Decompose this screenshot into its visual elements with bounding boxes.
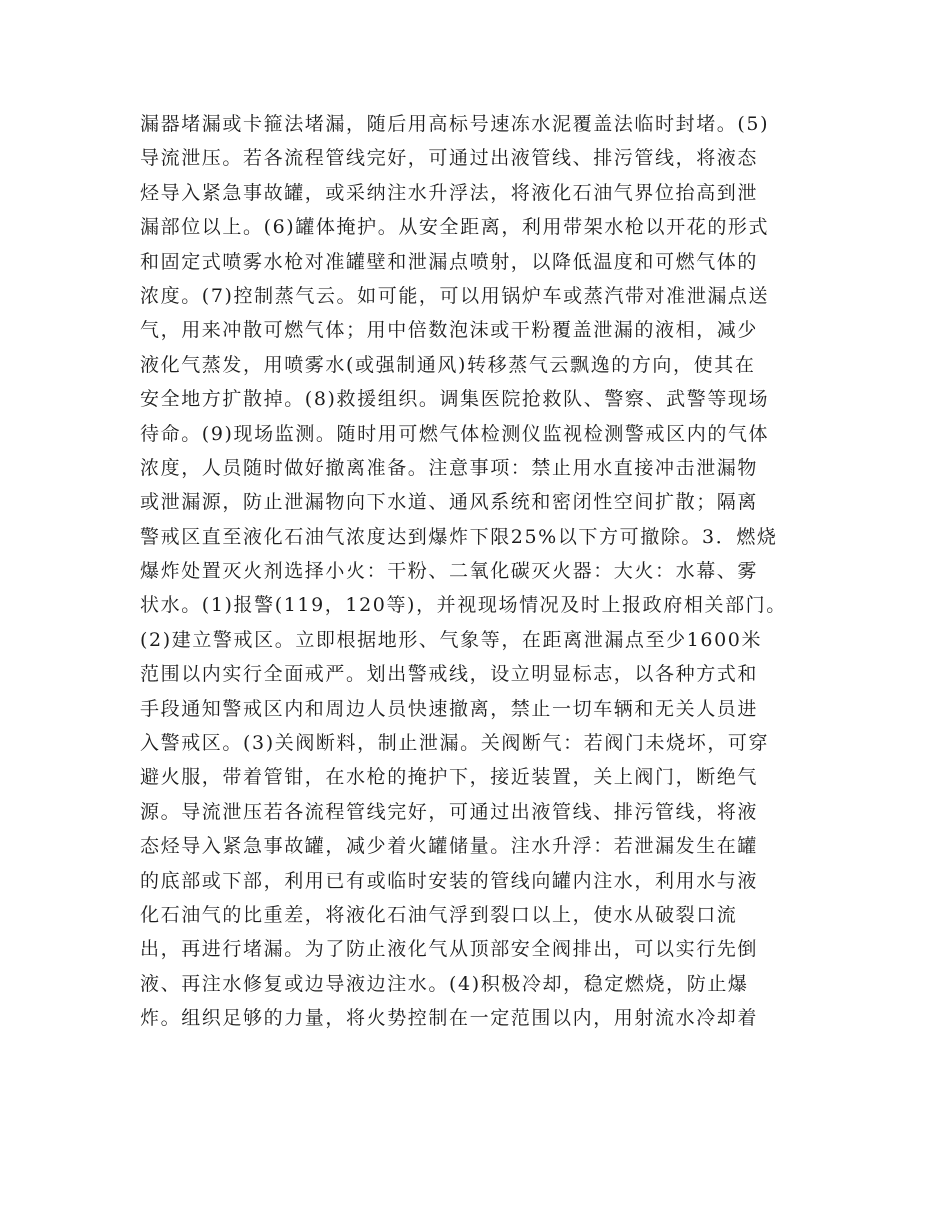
text-line-23: 的底部或下部，利用已有或临时安装的管线向罐内注水，利用水与液 xyxy=(140,869,759,892)
text-line-26: 液、再注水修复或边导液边注水。(4)积极冷却，稳定燃烧，防止爆 xyxy=(140,972,749,995)
text-line-20: 避火服，带着管钳，在水枪的掩护下，接近装置，关上阀门，断绝气 xyxy=(140,766,759,789)
text-line-7: 气，用来冲散可燃气体；用中倍数泡沫或干粉覆盖泄漏的液相，减少 xyxy=(140,319,759,342)
text-line-1: 漏器堵漏或卡箍法堵漏，随后用高标号速冻水泥覆盖法临时封堵。(5) xyxy=(140,113,770,135)
text-line-4: 漏部位以上。(6)罐体掩护。从安全距离，利用带架水枪以开花的形式 xyxy=(140,216,770,239)
text-line-9: 安全地方扩散掉。(8)救援组织。调集医院抢救队、警察、武警等现场 xyxy=(140,388,770,411)
text-line-12: 或泄漏源，防止泄漏物向下水道、通风系统和密闭性空间扩散；隔离 xyxy=(140,491,759,514)
text-line-11: 浓度，人员随时做好撤离准备。注意事项：禁止用水直接冲击泄漏物 xyxy=(140,456,759,479)
text-line-25: 出，再进行堵漏。为了防止液化气从顶部安全阀排出，可以实行先倒 xyxy=(140,938,759,961)
text-line-13: 警戒区直至液化石油气浓度达到爆炸下限25%以下方可撤除。3．燃烧 xyxy=(140,525,778,548)
text-line-3: 烃导入紧急事故罐，或采纳注水升浮法，将液化石油气界位抬高到泄 xyxy=(140,181,759,204)
text-line-17: 范围以内实行全面戒严。划出警戒线，设立明显标志，以各种方式和 xyxy=(140,663,759,686)
text-line-5: 和固定式喷雾水枪对准罐壁和泄漏点喷射，以降低温度和可燃气体的 xyxy=(140,250,759,273)
text-line-16: (2)建立警戒区。立即根据地形、气象等，在距离泄漏点至少1600米 xyxy=(140,628,763,651)
text-line-27: 炸。组织足够的力量，将火势控制在一定范围以内，用射流水冷却着 xyxy=(140,1007,759,1030)
text-line-14: 爆炸处置灭火剂选择小火：干粉、二氧化碳灭火器：大火：水幕、雾 xyxy=(140,560,759,583)
text-line-2: 导流泄压。若各流程管线完好，可通过出液管线、排污管线，将液态 xyxy=(140,147,759,170)
text-line-22: 态烃导入紧急事故罐，减少着火罐储量。注水升浮：若泄漏发生在罐 xyxy=(140,835,759,858)
text-line-19: 入警戒区。(3)关阀断料，制止泄漏。关阀断气：若阀门未烧坏，可穿 xyxy=(140,732,770,755)
text-line-6: 浓度。(7)控制蒸气云。如可能，可以用锅炉车或蒸汽带对准泄漏点送 xyxy=(140,284,770,307)
text-line-15: 状水。(1)报警(119，120等)，并视现场情况及时上报政府相关部门。 xyxy=(140,594,787,617)
text-line-10: 待命。(9)现场监测。随时用可燃气体检测仪监视检测警戒区内的气体 xyxy=(140,422,770,445)
text-line-24: 化石油气的比重差，将液化石油气浮到裂口以上，使水从破裂口流 xyxy=(140,903,738,926)
body-text xyxy=(140,107,820,1036)
text-line-18: 手段通知警戒区内和周边人员快速撤离，禁止一切车辆和无关人员进 xyxy=(140,697,759,720)
text-line-21: 源。导流泄压若各流程管线完好，可通过出液管线、排污管线，将液 xyxy=(140,800,759,823)
text-line-8: 液化气蒸发，用喷雾水(或强制通风)转移蒸气云飘逸的方向，使其在 xyxy=(140,353,756,376)
